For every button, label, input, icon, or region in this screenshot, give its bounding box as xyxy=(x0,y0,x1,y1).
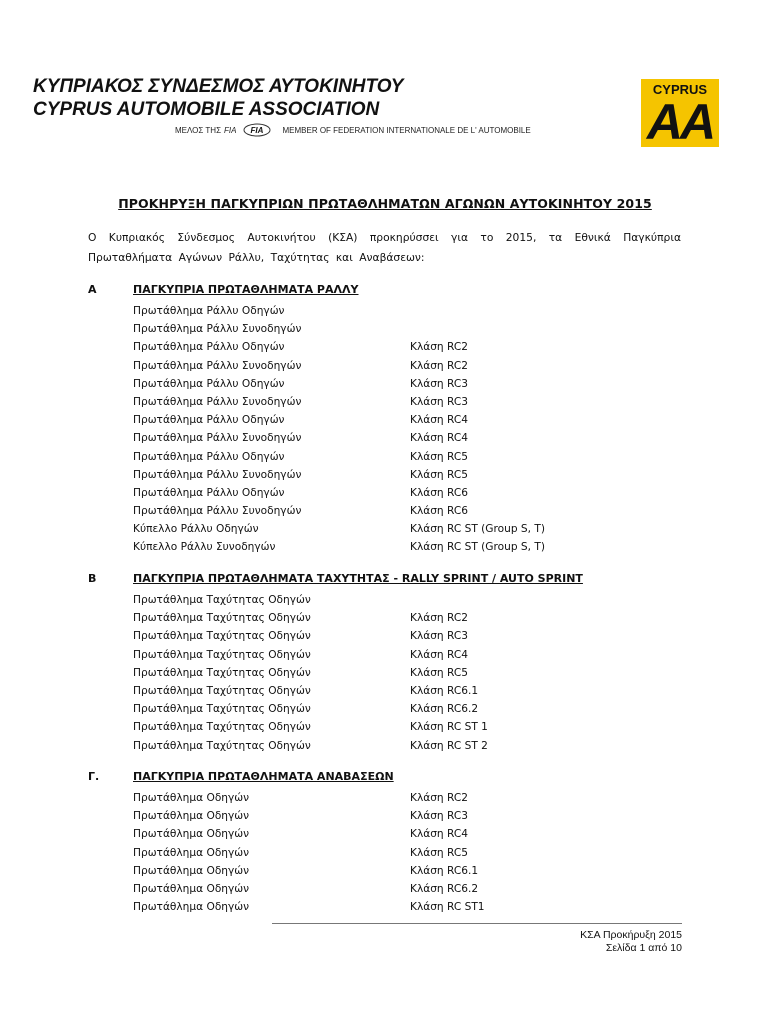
championship-class: Κλάση RC3 xyxy=(410,377,468,390)
org-title xyxy=(33,75,403,121)
championship-class: Κλάση RC5 xyxy=(410,450,468,463)
championship-class: Κλάση RC6 xyxy=(410,505,468,518)
championship-class: Κλάση RC4 xyxy=(410,432,468,445)
section-heading: ΠΑΓΚΥΠΡΙΑ ΠΡΩΤΑΘΛΗΜΑΤΑ ΤΑΧΥΤΗΤΑΣ - RALLY SPRINT / AUTO SPRINT xyxy=(133,572,583,585)
championship-name: Πρωτάθλημα Ράλλυ Συνοδηγών xyxy=(133,432,302,445)
championship-class: Κλάση RC3 xyxy=(410,630,468,643)
championship-name: Πρωτάθλημα Ταχύτητας Οδηγών xyxy=(133,666,311,679)
championship-name: Πρωτάθλημα Ράλλυ Συνοδηγών xyxy=(133,395,302,408)
section-letter: Α xyxy=(88,283,97,296)
member-greek-label: ΜΕΛΟΣ ΤΗΣ xyxy=(175,125,222,135)
championship-name: Πρωτάθλημα Ράλλυ Οδηγών xyxy=(133,377,285,390)
championship-name: Πρωτάθλημα Ράλλυ Συνοδηγών xyxy=(133,323,302,336)
championship-class: Κλάση RC ST 2 xyxy=(410,739,488,752)
championship-class: Κλάση RC6.1 xyxy=(410,684,479,697)
page-footer xyxy=(580,929,682,955)
fia-logo-text: FIA xyxy=(251,126,264,135)
page-number: Σελίδα 1 από 10 xyxy=(605,942,682,954)
championship-class: Κλάση RC2 xyxy=(410,612,468,625)
championship-name: Πρωτάθλημα Ταχύτητας Οδηγών xyxy=(133,739,311,752)
championship-class: Κλάση RC6.2 xyxy=(410,703,479,716)
championship-class: Κλάση RC2 xyxy=(410,359,468,372)
championship-class: Κλάση RC5 xyxy=(410,846,468,859)
cyprus-aa-logo xyxy=(641,79,719,147)
section-letter: Β xyxy=(88,572,97,585)
championship-name: Πρωτάθλημα Ράλλυ Οδηγών xyxy=(133,486,285,499)
championship-name: Κύπελλο Ράλλυ Συνοδηγών xyxy=(133,541,276,554)
championship-name: Πρωτάθλημα Ταχύτητας Οδηγών xyxy=(133,612,311,625)
championship-class: Κλάση RC4 xyxy=(410,648,468,661)
championship-name: Πρωτάθλημα Ταχύτητας Οδηγών xyxy=(133,648,311,661)
championship-class: Κλάση RC6 xyxy=(410,486,468,499)
section-letter: Γ. xyxy=(88,770,100,783)
championship-class: Κλάση RC ST (Group S, T) xyxy=(410,541,545,554)
championship-name: Πρωτάθλημα Οδηγών xyxy=(133,828,250,841)
member-english-label: MEMBER OF FEDERATION INTERNATIONALE DE L' AUTOMOBILE xyxy=(282,125,531,135)
championship-name: Πρωτάθλημα Ταχύτητας Οδηγών xyxy=(133,594,311,606)
championship-name: Πρωτάθλημα Ταχύτητας Οδηγών xyxy=(133,684,311,697)
championship-class: Κλάση RC3 xyxy=(410,395,468,408)
championship-class: Κλάση RC6.1 xyxy=(410,864,479,877)
intro-paragraph: Ο Κυπριακός Σύνδεσμος Αυτοκινήτου (ΚΣΑ) προκηρύσσει για το 2015, τα Εθνικά Παγκύπρια Πρωταθλήματα Αγώνων Ράλλυ, Ταχύτητας και Αναβάσεων: xyxy=(88,231,681,264)
championship-name: Πρωτάθλημα Ταχύτητας Οδηγών xyxy=(133,721,311,734)
championship-name: Πρωτάθλημα Ράλλυ Οδηγών xyxy=(133,450,285,463)
championship-name: Πρωτάθλημα Οδηγών xyxy=(133,810,250,823)
championship-name: Πρωτάθλημα Ράλλυ Συνοδηγών xyxy=(133,505,302,518)
championship-name: Πρωτάθλημα Ράλλυ Οδηγών xyxy=(133,305,285,317)
championship-class: Κλάση RC ST (Group S, T) xyxy=(410,523,545,536)
championship-name: Κύπελλο Ράλλυ Οδηγών xyxy=(133,523,259,536)
championship-name: Πρωτάθλημα Ράλλυ Συνοδηγών xyxy=(133,468,302,481)
footer-doc-label: ΚΣΑ Προκήρυξη 2015 xyxy=(580,929,682,941)
aa-logo-top-text: CYPRUS xyxy=(652,82,708,97)
championship-class: Κλάση RC2 xyxy=(410,792,468,804)
championship-name: Πρωτάθλημα Οδηγών xyxy=(133,792,250,804)
championship-name: Πρωτάθλημα Οδηγών xyxy=(133,846,250,859)
org-title-english: CYPRUS AUTOMOBILE ASSOCIATION xyxy=(33,99,380,120)
championship-name: Πρωτάθλημα Οδηγών xyxy=(133,901,250,914)
championship-name: Πρωτάθλημα Οδηγών xyxy=(133,882,250,895)
document-title: ΠΡΟΚΗΡΥΞΗ ΠΑΓΚΥΠΡΙΩΝ ΠΡΩΤΑΘΛΗΜΑΤΩΝ ΑΓΩΝΩΝ ΑΥΤΟΚΙΝΗΤΟΥ 2015 xyxy=(118,196,652,211)
fia-logo-icon xyxy=(242,123,272,137)
section-heading: ΠΑΓΚΥΠΡΙΑ ΠΡΩΤΑΘΛΗΜΑΤΑ ΡΑΛΛΥ xyxy=(133,283,359,296)
membership-line xyxy=(175,123,625,137)
championship-class: Κλάση RC2 xyxy=(410,341,468,354)
championship-name: Πρωτάθλημα Ταχύτητας Οδηγών xyxy=(133,703,311,716)
championship-class: Κλάση RC4 xyxy=(410,414,468,427)
aa-logo-letters: AA xyxy=(646,94,714,147)
championship-name: Πρωτάθλημα Ταχύτητας Οδηγών xyxy=(133,630,311,643)
championship-name: Πρωτάθλημα Ράλλυ Συνοδηγών xyxy=(133,359,302,372)
championship-class: Κλάση RC ST 1 xyxy=(410,721,488,734)
championship-class: Κλάση RC4 xyxy=(410,828,468,841)
championship-class: Κλάση RC3 xyxy=(410,810,468,823)
footer-divider xyxy=(272,923,682,924)
championship-name: Πρωτάθλημα Ράλλυ Οδηγών xyxy=(133,414,285,427)
org-title-greek: ΚΥΠΡΙΑΚΟΣ ΣΥΝΔΕΣΜΟΣ ΑΥΤΟΚΙΝΗΤΟΥ xyxy=(33,76,404,97)
member-fia-label: FIA xyxy=(224,125,237,135)
championship-class: Κλάση RC ST1 xyxy=(410,901,485,914)
championship-name: Πρωτάθλημα Ράλλυ Οδηγών xyxy=(133,341,285,354)
championship-class: Κλάση RC6.2 xyxy=(410,882,479,895)
championship-class: Κλάση RC5 xyxy=(410,666,468,679)
championship-name: Πρωτάθλημα Οδηγών xyxy=(133,864,250,877)
championship-class: Κλάση RC5 xyxy=(410,468,468,481)
section-heading: ΠΑΓΚΥΠΡΙΑ ΠΡΩΤΑΘΛΗΜΑΤΑ ΑΝΑΒΑΣΕΩΝ xyxy=(133,770,394,783)
